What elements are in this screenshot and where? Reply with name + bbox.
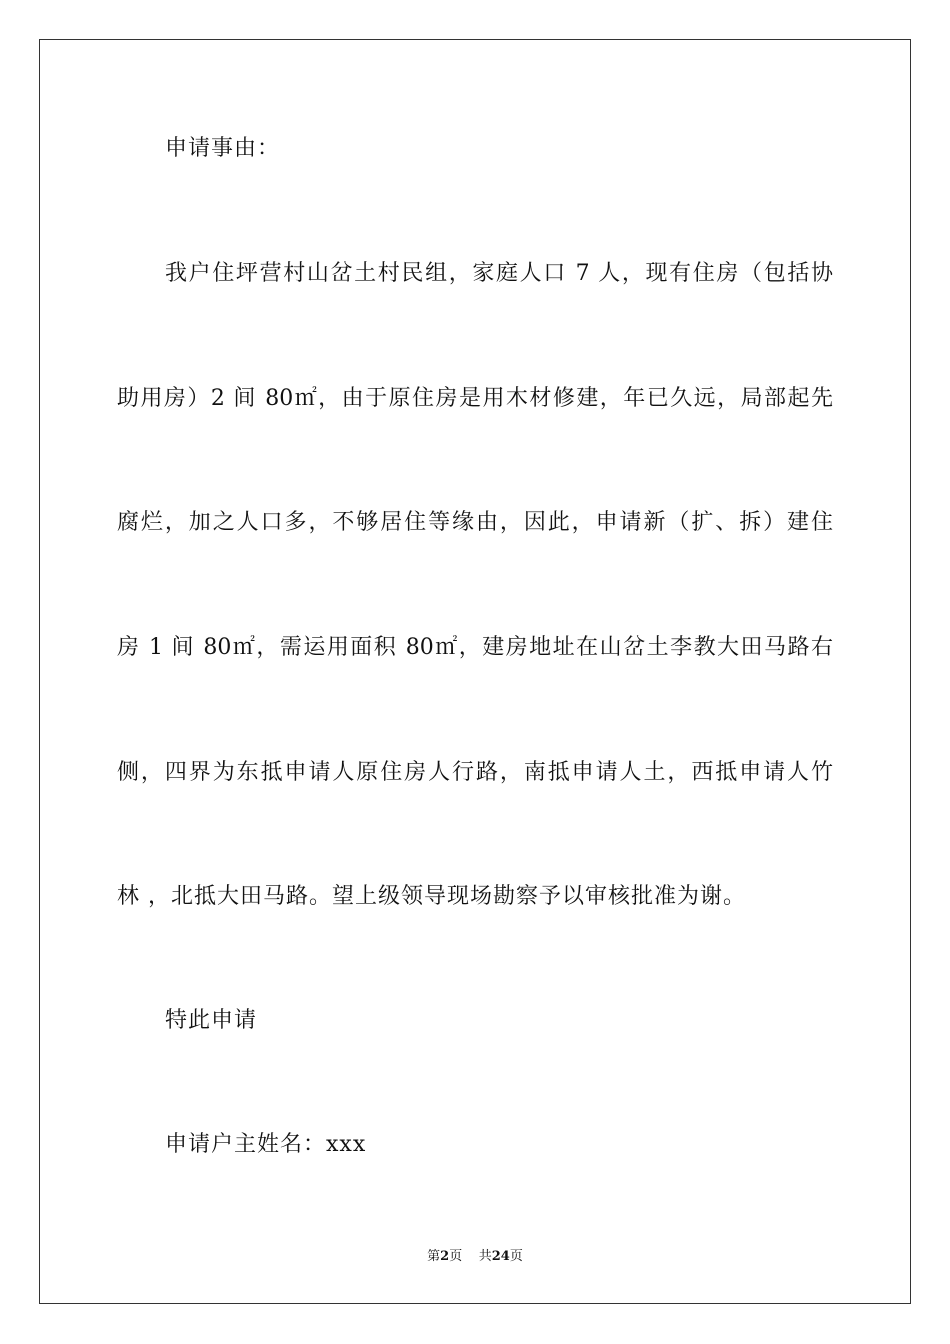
body-line-1: 我户住坪营村山岔土村民组，家庭人口 7 人，现有住房（包括协 — [165, 261, 833, 286]
body-line-2: 助用房）2 间 80㎡，由于原住房是用木材修建，年已久远，局部起先 — [117, 386, 833, 411]
body-line-6: 林 ，北抵大田马路。望上级领导现场勘察予以审核批准为谢。 — [117, 884, 746, 909]
reason-heading: 申请事由： — [165, 136, 281, 161]
footer-total-suffix: 页 — [509, 1249, 523, 1264]
footer-page-suffix: 页 — [449, 1249, 463, 1264]
body-line-5: 侧，四界为东抵申请人原住房人行路，南抵申请人土，西抵申请人竹 — [117, 760, 833, 785]
page-frame — [39, 39, 911, 1304]
page-footer — [0, 1248, 950, 1266]
footer-page-number: 2 — [440, 1249, 450, 1264]
footer-total-pages: 24 — [491, 1249, 510, 1264]
body-line-3: 腐烂，加之人口多，不够居住等缘由，因此，申请新（扩、拆）建住 — [117, 510, 833, 535]
footer-page-prefix: 第 — [427, 1249, 441, 1264]
footer-total-prefix: 共 — [478, 1249, 492, 1264]
applicant-line — [165, 1130, 366, 1160]
applicant-label: 申请户主姓名： — [165, 1132, 327, 1157]
closing-text: 特此申请 — [165, 1008, 258, 1033]
body-line-4: 房 1 间 80㎡，需运用面积 80㎡，建房地址在山岔土李教大田马路右 — [117, 635, 833, 660]
applicant-name: xxx — [326, 1132, 367, 1157]
